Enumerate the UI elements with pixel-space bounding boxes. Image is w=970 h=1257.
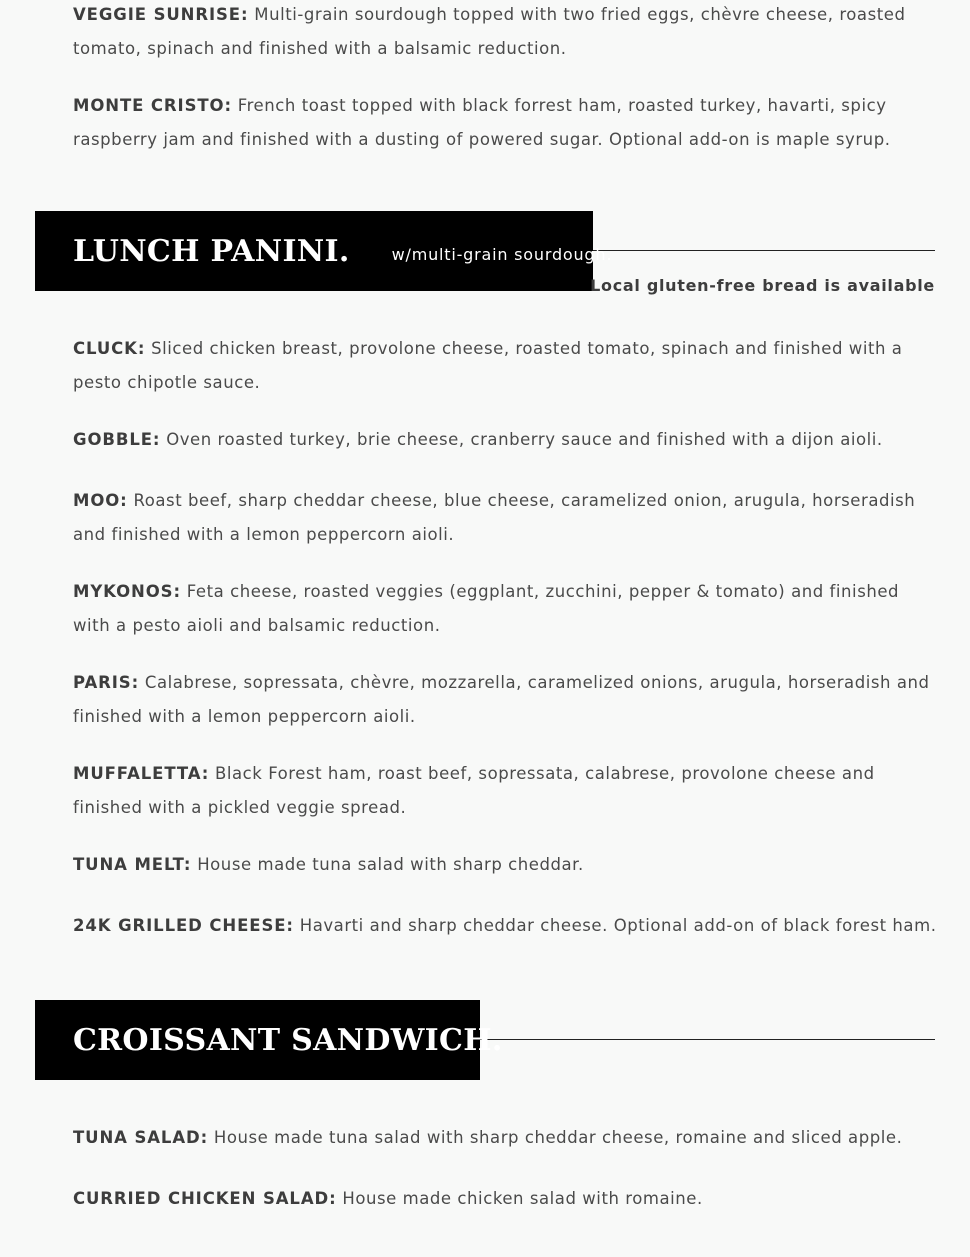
section-title: CROISSANT SANDWICH. bbox=[73, 1022, 503, 1058]
menu-item-description: French toast topped with black forrest ham, roasted turkey, havarti, spicy raspberry jam and finished with a dusting of powered sugar. Optional add-on is maple syrup. bbox=[73, 96, 891, 149]
menu-item-muffaletta bbox=[73, 757, 938, 825]
menu-item-veggie-sunrise bbox=[73, 0, 938, 66]
menu-item-name: CLUCK: bbox=[73, 339, 146, 358]
menu-item-description: Oven roasted turkey, brie cheese, cranberry sauce and finished with a dijon aioli. bbox=[166, 430, 883, 449]
menu-item-gobble bbox=[73, 423, 938, 457]
menu-item-description: Feta cheese, roasted veggies (eggplant, zucchini, pepper & tomato) and finished with a pesto aioli and balsamic reduction. bbox=[73, 582, 900, 635]
menu-item-24k-grilled-cheese bbox=[73, 909, 938, 943]
croissant-sandwich-banner bbox=[35, 1000, 503, 1080]
menu-item-curried-chicken-salad bbox=[73, 1182, 938, 1216]
menu-item-description: House made chicken salad with romaine. bbox=[342, 1189, 703, 1208]
menu-item-description: House made tuna salad with sharp cheddar. bbox=[197, 855, 584, 874]
menu-item-name: MYKONOS: bbox=[73, 582, 181, 601]
menu-item-description: Roast beef, sharp cheddar cheese, blue cheese, caramelized onion, arugula, horseradish and finished with a lemon peppercorn aioli. bbox=[73, 491, 916, 544]
menu-item-name: MONTE CRISTO: bbox=[73, 96, 232, 115]
menu-item-monte-cristo bbox=[73, 89, 938, 157]
menu-item-name: GOBBLE: bbox=[73, 430, 161, 449]
section-subtitle: w/multi-grain sourdough. bbox=[391, 244, 613, 264]
menu-item-description: Havarti and sharp cheddar cheese. Optional add-on of black forest ham. bbox=[299, 916, 937, 935]
menu-item-name: VEGGIE SUNRISE: bbox=[73, 5, 249, 24]
menu-item-name: 24K GRILLED CHEESE: bbox=[73, 916, 294, 935]
menu-item-name: MUFFALETTA: bbox=[73, 764, 210, 783]
menu-item-description: Multi-grain sourdough topped with two fried eggs, chèvre cheese, roasted tomato, spinach and finished with a balsamic reduction. bbox=[73, 5, 906, 58]
gluten-free-note: Local gluten-free bread is available bbox=[590, 276, 935, 295]
menu-item-cluck bbox=[73, 332, 938, 400]
menu-item-name: MOO: bbox=[73, 491, 128, 510]
menu-item-paris bbox=[73, 666, 938, 734]
menu-item-mykonos bbox=[73, 575, 938, 643]
menu-item-moo bbox=[73, 484, 938, 552]
section-divider-line bbox=[455, 1039, 935, 1040]
menu-item-name: PARIS: bbox=[73, 673, 140, 692]
menu-item-name: CURRIED CHICKEN SALAD: bbox=[73, 1189, 337, 1208]
menu-item-description: Black Forest ham, roast beef, sopressata, calabrese, provolone cheese and finished with a pickled veggie spread. bbox=[73, 764, 875, 817]
section-title: LUNCH PANINI. bbox=[73, 233, 350, 269]
lunch-panini-banner bbox=[35, 211, 613, 291]
menu-item-description: Sliced chicken breast, provolone cheese, roasted tomato, spinach and finished with a pesto chipotle sauce. bbox=[73, 339, 903, 392]
menu-item-tuna-salad bbox=[73, 1121, 938, 1155]
menu-item-name: TUNA MELT: bbox=[73, 855, 192, 874]
menu-item-description: Calabrese, sopressata, chèvre, mozzarella, caramelized onions, arugula, horseradish and finished with a lemon peppercorn aioli. bbox=[73, 673, 930, 726]
menu-item-description: House made tuna salad with sharp cheddar cheese, romaine and sliced apple. bbox=[213, 1128, 903, 1147]
menu-item-name: TUNA SALAD: bbox=[73, 1128, 209, 1147]
menu-item-tuna-melt bbox=[73, 848, 938, 882]
